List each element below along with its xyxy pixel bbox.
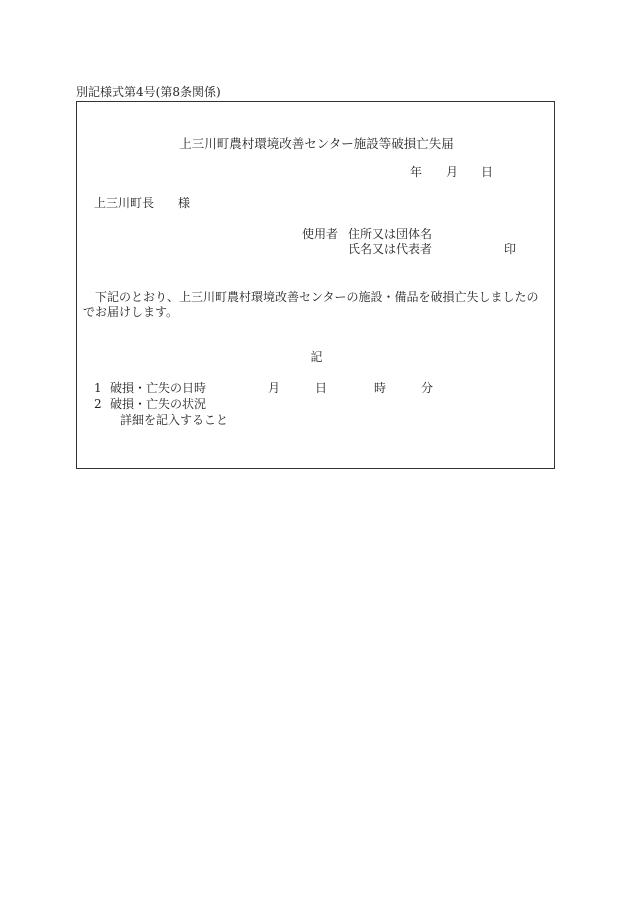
date-month-label: 月 (446, 165, 459, 179)
item2-label: 破損・亡失の状況 (110, 397, 207, 411)
seal-mark: 印 (504, 242, 517, 256)
applicant-address-label: 住所又は団体名 (348, 227, 433, 241)
item1-day: 日 (315, 381, 328, 395)
body-text-line2: 届けします。 (107, 305, 179, 319)
item1-number: 1 (94, 381, 102, 395)
form-frame (76, 101, 555, 469)
item1-label: 破損・亡失の日時 (110, 381, 207, 395)
body-text-line1: 下記のとおり、上三川町農村環境改善センターの施設・備品を破損亡失しましたのでお (83, 290, 539, 319)
addressee-name: 上三川町長 (94, 196, 155, 210)
item1-month: 月 (268, 381, 281, 395)
applicant-name-label: 氏名又は代表者 (348, 242, 433, 256)
item2-note: 詳細を記入すること (120, 413, 229, 427)
applicant-label: 使用者 (302, 227, 339, 241)
item2-number: 2 (94, 397, 102, 411)
body-text (83, 290, 549, 320)
form-title: 上三川町農村環境改善センター施設等破損亡失届 (179, 136, 454, 151)
addressee-honorific: 様 (178, 196, 191, 210)
item1-hour: 時 (374, 381, 387, 395)
date-day-label: 日 (481, 165, 494, 179)
item1-minute: 分 (421, 381, 434, 395)
ki-heading: 記 (310, 350, 323, 364)
form-number-label: 別記様式第4号(第8条関係) (76, 85, 221, 99)
date-year-label: 年 (410, 165, 423, 179)
